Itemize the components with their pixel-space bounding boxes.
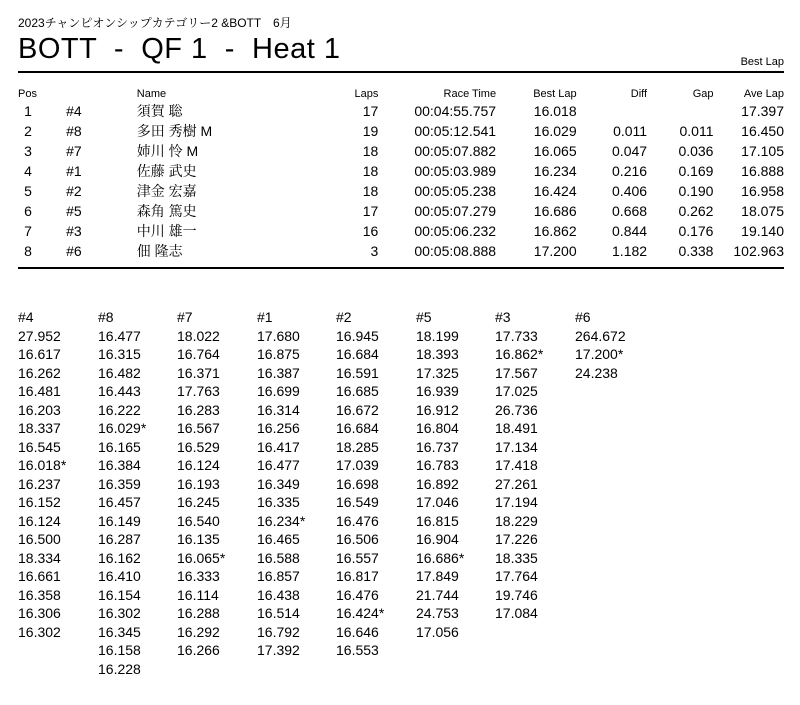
- lap-column: [257, 308, 335, 660]
- lap-time: 24.238: [575, 364, 618, 381]
- lap-time: 16.553: [336, 642, 379, 658]
- lap-time: 18.199: [416, 327, 459, 344]
- lap-column: [98, 308, 176, 678]
- lap-time: 16.686*: [416, 549, 465, 566]
- lap-time: 16.698: [336, 475, 379, 492]
- result-best-lap: 16.065: [533, 143, 577, 159]
- lap-time: 16.465: [257, 531, 300, 547]
- lap-time: 16.804: [416, 420, 459, 436]
- lap-time: 16.506: [336, 531, 379, 547]
- result-diff: 0.011: [613, 123, 648, 139]
- lap-time: 16.237: [18, 475, 61, 492]
- lap-time: 18.229: [495, 512, 538, 529]
- lap-time: 16.154: [98, 586, 141, 603]
- result-driver-name: 津金 宏嘉: [136, 183, 197, 199]
- result-ave-lap: 16.450: [741, 123, 784, 139]
- lap-time: 16.114: [177, 586, 219, 603]
- bottom-divider: [18, 267, 784, 269]
- lap-time: 16.256: [257, 420, 300, 436]
- lap-time: 16.567: [177, 420, 220, 436]
- lap-time: 16.149: [98, 512, 141, 529]
- result-kart-no: #2: [66, 183, 82, 199]
- lap-time: 16.349: [257, 475, 300, 492]
- results-table: [18, 87, 784, 261]
- lap-time: 16.477: [257, 457, 300, 473]
- lap-time: 17.039: [336, 457, 379, 473]
- lap-time: 16.234*: [257, 512, 306, 529]
- lap-time: 18.335: [495, 549, 538, 566]
- table-row: [18, 181, 784, 201]
- lap-column-kart-no: #3: [495, 309, 511, 325]
- lap-time: 16.591: [336, 364, 379, 381]
- result-kart-no: #1: [66, 163, 82, 179]
- result-gap: 0.036: [678, 143, 714, 159]
- lap-time: 18.491: [495, 420, 538, 436]
- result-kart-no: #7: [66, 143, 82, 159]
- page-title: BOTT - QF 1 - Heat 1: [18, 33, 341, 65]
- result-best-lap: 16.862: [533, 223, 577, 239]
- result-race-time: 00:05:08.888: [414, 243, 497, 259]
- lap-time: 16.477: [98, 327, 141, 344]
- col-gap: Gap: [692, 88, 714, 100]
- result-ave-lap: 18.075: [741, 203, 784, 219]
- col-pos: Pos: [18, 88, 37, 100]
- result-laps: 18: [362, 143, 379, 159]
- result-laps: 18: [362, 183, 379, 199]
- lap-column: [18, 308, 96, 641]
- result-driver-name: 多田 秀樹 M: [136, 123, 213, 139]
- lap-time: 16.345: [98, 623, 141, 640]
- lap-time: 27.261: [495, 475, 538, 492]
- result-laps: 3: [370, 243, 379, 259]
- lap-column: [336, 308, 414, 660]
- lap-time: 16.737: [416, 438, 459, 455]
- result-gap: 0.169: [678, 163, 714, 179]
- lap-time: 16.481: [18, 383, 61, 399]
- lap-time: 16.685: [336, 383, 379, 399]
- lap-time: 17.226: [495, 531, 538, 547]
- result-race-time: 00:05:03.989: [414, 163, 497, 179]
- lap-time: 18.337: [18, 420, 61, 436]
- result-driver-name: 佐藤 武史: [136, 163, 197, 179]
- result-gap: 0.190: [678, 183, 714, 199]
- lap-time: 18.022: [177, 327, 220, 344]
- result-best-lap: 16.424: [533, 183, 577, 199]
- result-best-lap: 16.018: [533, 103, 577, 119]
- result-gap: 0.262: [678, 203, 714, 219]
- lap-time: 16.815: [416, 512, 459, 529]
- lap-time: 16.514: [257, 605, 300, 621]
- lap-time: 16.335: [257, 494, 300, 510]
- lap-time: 16.857: [257, 568, 300, 584]
- lap-time: 16.315: [98, 346, 141, 362]
- table-row: [18, 161, 784, 181]
- lap-time: 16.162: [98, 549, 141, 566]
- results-header-row: [18, 87, 784, 101]
- lap-time: 17.056: [416, 623, 459, 640]
- table-row: [18, 121, 784, 141]
- table-row: [18, 221, 784, 241]
- result-pos: 8: [24, 243, 32, 259]
- lap-time: 16.684: [336, 420, 379, 436]
- lap-time: 17.325: [416, 364, 459, 381]
- lap-time: 17.763: [177, 383, 220, 399]
- table-row: [18, 101, 784, 121]
- result-best-lap: 16.686: [533, 203, 577, 219]
- result-kart-no: #5: [66, 203, 82, 219]
- lap-time: 16.193: [177, 475, 220, 492]
- lap-time: 16.387: [257, 364, 300, 381]
- top-divider: [18, 71, 784, 73]
- col-no: [38, 87, 137, 101]
- lap-time: 16.283: [177, 401, 220, 418]
- lap-time: 17.764: [495, 568, 538, 584]
- lap-time: 17.849: [416, 568, 459, 584]
- result-best-lap: 17.200: [533, 243, 577, 259]
- lap-time: 16.333: [177, 568, 220, 584]
- lap-time: 16.288: [177, 605, 220, 621]
- lap-time: 17.567: [495, 364, 538, 381]
- lap-time: 16.158: [98, 642, 141, 658]
- lap-time: 16.314: [257, 401, 300, 418]
- lap-time: 16.945: [336, 327, 379, 344]
- lap-time: 16.892: [416, 475, 459, 492]
- lap-time: 16.500: [18, 531, 61, 547]
- result-ave-lap: 102.963: [733, 243, 784, 259]
- lap-time: 27.952: [18, 327, 61, 344]
- lap-time: 24.753: [416, 605, 459, 621]
- result-driver-name: 森角 篤史: [136, 203, 197, 219]
- lap-time: 264.672: [575, 327, 626, 344]
- lap-time: 16.438: [257, 586, 300, 603]
- table-row: [18, 141, 784, 161]
- lap-time: 17.134: [495, 438, 538, 455]
- lap-time: 16.359: [98, 475, 141, 492]
- lap-column: [575, 308, 653, 382]
- col-diff: Diff: [630, 88, 648, 100]
- lap-time: 16.018*: [18, 457, 67, 473]
- lap-time: 16.124: [177, 457, 220, 473]
- lap-time: 16.222: [98, 401, 141, 418]
- lap-time: 18.334: [18, 549, 61, 566]
- lap-time: 16.529: [177, 438, 220, 455]
- lap-time: 16.306: [18, 605, 61, 621]
- lap-time: 16.939: [416, 383, 459, 399]
- result-diff: 0.406: [612, 183, 648, 199]
- lap-time: 17.084: [495, 605, 538, 621]
- lap-time: 16.699: [257, 383, 300, 399]
- lap-time: 16.792: [257, 623, 300, 640]
- lap-time: 16.482: [98, 364, 141, 381]
- result-gap: 0.176: [678, 223, 714, 239]
- lap-time: 16.203: [18, 401, 61, 418]
- col-laps: Laps: [354, 88, 379, 100]
- lap-time: 16.783: [416, 457, 459, 473]
- result-kart-no: #6: [66, 243, 82, 259]
- result-diff: [577, 101, 647, 121]
- result-ave-lap: 17.105: [741, 143, 784, 159]
- lap-time: 16.545: [18, 438, 61, 455]
- lap-time: 16.661: [18, 568, 61, 584]
- col-ave-lap: Ave Lap: [743, 88, 784, 100]
- lap-time: 16.904: [416, 531, 459, 547]
- lap-time: 16.228: [98, 660, 141, 677]
- result-race-time: 00:05:07.882: [414, 143, 497, 159]
- result-laps: 16: [362, 223, 379, 239]
- result-race-time: 00:05:07.279: [414, 203, 497, 219]
- lap-time: 16.410: [98, 568, 141, 584]
- lap-time: 16.266: [177, 642, 220, 658]
- result-driver-name: 須賀 聡: [136, 103, 183, 119]
- lap-time: 17.046: [416, 494, 459, 510]
- col-name: Name: [136, 88, 167, 100]
- lap-time: 16.617: [18, 346, 61, 362]
- result-race-time: 00:05:05.238: [414, 183, 497, 199]
- lap-time: 17.200*: [575, 346, 624, 362]
- result-driver-name: 姉川 怜 M: [136, 143, 199, 159]
- lap-time: 16.384: [98, 457, 141, 473]
- result-ave-lap: 17.397: [741, 103, 784, 119]
- lap-time: 16.424*: [336, 605, 385, 621]
- lap-time: 16.817: [336, 568, 379, 584]
- lap-time: 16.476: [336, 586, 379, 603]
- table-row: [18, 241, 784, 261]
- lap-time: 16.646: [336, 623, 379, 640]
- lap-time: 16.875: [257, 346, 300, 362]
- result-pos: 6: [24, 203, 32, 219]
- lap-time: 19.746: [495, 586, 538, 603]
- lap-time: 21.744: [416, 586, 459, 603]
- lap-column-kart-no: #7: [177, 309, 193, 325]
- lap-time: 16.165: [98, 438, 141, 455]
- lap-time: 17.733: [495, 327, 538, 344]
- result-pos: 7: [24, 223, 32, 239]
- col-best-lap: Best Lap: [533, 88, 577, 100]
- lap-time: 17.392: [257, 642, 300, 658]
- result-ave-lap: 16.958: [741, 183, 784, 199]
- table-row: [18, 201, 784, 221]
- result-diff: 0.668: [612, 203, 648, 219]
- result-laps: 18: [362, 163, 379, 179]
- lap-time: 16.557: [336, 549, 379, 566]
- lap-time: 16.417: [257, 438, 300, 455]
- lap-time: 16.684: [336, 346, 379, 362]
- event-subtitle: 2023チャンピオンシップカテゴリー2 &BOTT 6月: [18, 16, 292, 30]
- result-gap: [647, 101, 713, 121]
- result-diff: 0.216: [612, 163, 648, 179]
- result-pos: 2: [24, 123, 32, 139]
- lap-time: 16.358: [18, 586, 61, 603]
- lap-time: 26.736: [495, 401, 538, 418]
- result-driver-name: 佃 隆志: [136, 243, 183, 259]
- result-driver-name: 中川 雄一: [136, 223, 197, 239]
- result-pos: 4: [24, 163, 32, 179]
- lap-time: 16.476: [336, 512, 379, 529]
- lap-column-kart-no: #4: [18, 309, 34, 325]
- result-race-time: 00:05:06.232: [414, 223, 497, 239]
- lap-time: 16.152: [18, 494, 61, 510]
- lap-column-kart-no: #1: [257, 309, 273, 325]
- result-race-time: 00:04:55.757: [414, 103, 497, 119]
- lap-column-kart-no: #8: [98, 309, 114, 325]
- lap-time: 16.912: [416, 401, 459, 418]
- result-ave-lap: 16.888: [741, 163, 784, 179]
- result-kart-no: #8: [66, 123, 82, 139]
- lap-time: 16.302: [18, 623, 61, 640]
- result-pos: 3: [24, 143, 32, 159]
- result-diff: 0.047: [612, 143, 648, 159]
- result-pos: 1: [24, 103, 32, 119]
- lap-time: 16.029*: [98, 420, 147, 436]
- lap-time: 16.371: [177, 364, 220, 381]
- lap-column: [177, 308, 255, 660]
- lap-column-kart-no: #2: [336, 309, 352, 325]
- lap-time: 16.764: [177, 346, 220, 362]
- lap-time: 17.194: [495, 494, 538, 510]
- lap-time: 16.588: [257, 549, 300, 566]
- lap-time: 16.862*: [495, 346, 544, 362]
- result-best-lap: 16.234: [533, 163, 577, 179]
- result-laps: 19: [362, 123, 379, 139]
- lap-column-kart-no: #5: [416, 309, 432, 325]
- result-laps: 17: [362, 103, 379, 119]
- lap-time: 16.245: [177, 494, 220, 510]
- lap-time: 18.285: [336, 438, 379, 455]
- result-kart-no: #4: [66, 103, 82, 119]
- lap-column-kart-no: #6: [575, 309, 591, 325]
- lap-column: [495, 308, 573, 623]
- result-kart-no: #3: [66, 223, 82, 239]
- lap-time: 16.443: [98, 383, 141, 399]
- lap-time: 16.135: [177, 531, 220, 547]
- lap-time: 17.680: [257, 327, 300, 344]
- lap-time: 17.418: [495, 457, 538, 473]
- lap-time: 16.124: [18, 512, 61, 529]
- lap-column: [416, 308, 494, 641]
- best-lap-legend: Best Lap: [740, 56, 784, 68]
- result-race-time: 00:05:12.541: [414, 123, 497, 139]
- result-diff: 1.182: [612, 243, 648, 259]
- result-laps: 17: [362, 203, 379, 219]
- lap-time: 16.672: [336, 401, 379, 418]
- result-best-lap: 16.029: [533, 123, 577, 139]
- result-gap: 0.011: [679, 123, 714, 139]
- lap-time: 16.549: [336, 494, 379, 510]
- lap-time: 16.262: [18, 364, 61, 381]
- lap-time: 16.457: [98, 494, 141, 510]
- lap-time: 18.393: [416, 346, 459, 362]
- lap-time: 16.065*: [177, 549, 226, 566]
- result-gap: 0.338: [678, 243, 714, 259]
- result-ave-lap: 19.140: [741, 223, 784, 239]
- result-pos: 5: [24, 183, 32, 199]
- lap-time: 16.287: [98, 531, 141, 547]
- lap-time: 17.025: [495, 383, 538, 399]
- lap-time: 16.540: [177, 512, 220, 529]
- lap-time: 16.292: [177, 623, 220, 640]
- col-race-time: Race Time: [443, 88, 497, 100]
- result-diff: 0.844: [612, 223, 648, 239]
- lap-time: 16.302: [98, 605, 141, 621]
